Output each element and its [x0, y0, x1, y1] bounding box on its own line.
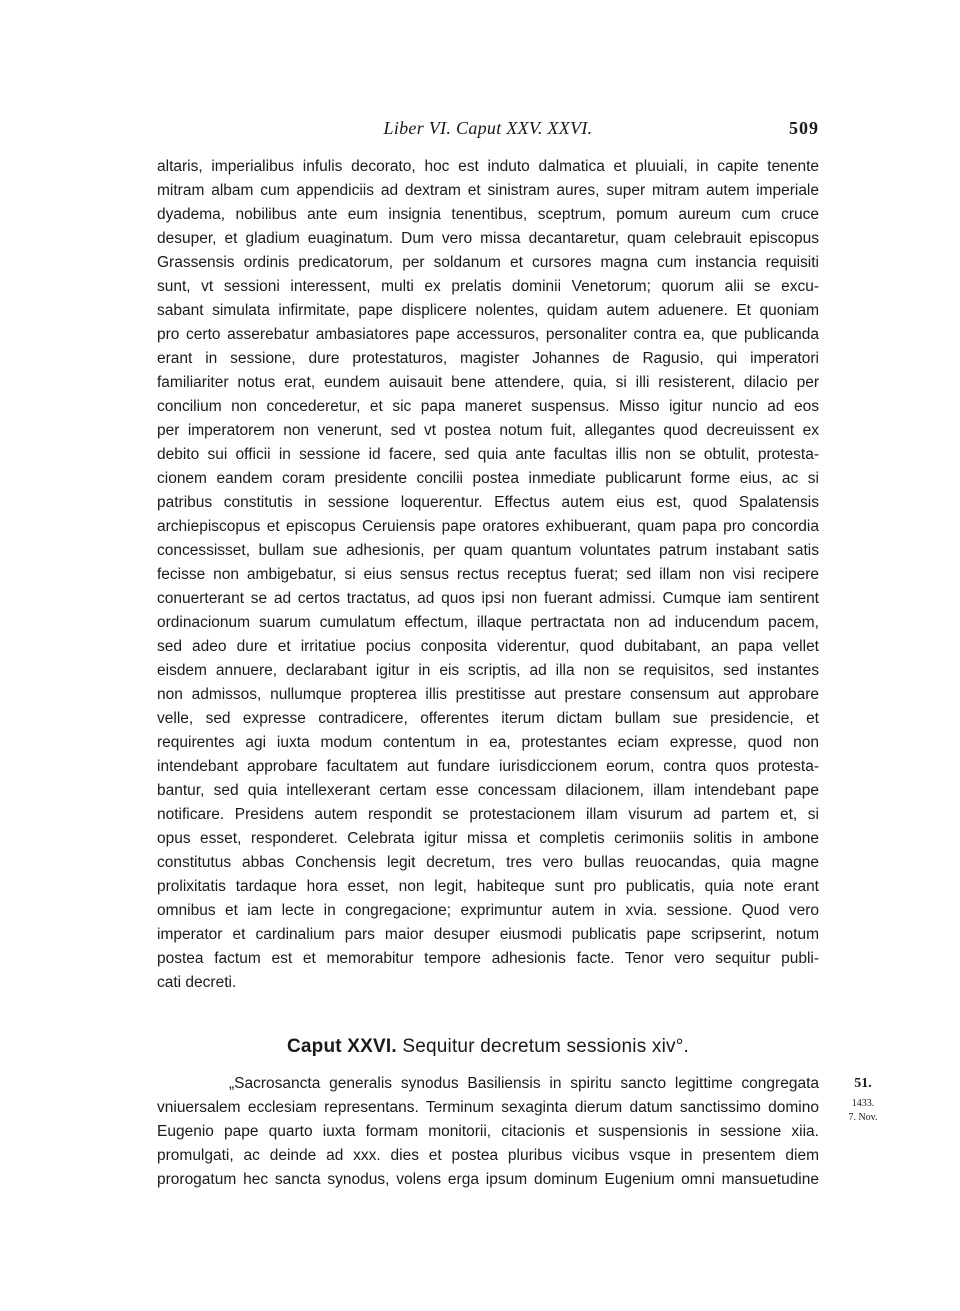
text-line: postea factum est et memorabitur tempore adhesionis facte. Tenor vero sequitur publi- [157, 950, 819, 967]
text-line: per imperatorem non venerunt, sed vt postea notum fuit, allegantes quod decreuissent ex [157, 422, 819, 439]
running-title: Liber VI. Caput XXV. XXVI. [383, 118, 593, 138]
text-line: constitutus abbas Conchensis legit decretum, tres vero bullas reuocandas, quia magne [157, 854, 819, 871]
text-line: velle, sed expresse contradicere, offerentes iterum dictam bullam sue presidencie, et [157, 710, 819, 727]
text-line: bantur, sed quia intellexerant certam esse concessam dilacionem, illam intendebant pape [157, 782, 819, 799]
text-line: omnibus et iam lecte in congregacione; exprimuntur autem in xvia. sessione. Quod vero [157, 902, 819, 919]
page-number: 509 [789, 118, 819, 138]
text-line: cati decreti. [157, 974, 237, 991]
margin-section-number: 51. [854, 1076, 872, 1091]
text-line: notificare. Presidens autem respondit se protestacionem illam visurum ad partem et, si [157, 806, 819, 823]
text-line: imperator et cardinalium pars maior desuper eiusmodi publicatis pape scripserint, notum [157, 926, 819, 943]
margin-year: 1433. [851, 1098, 875, 1109]
text-line: prolixitatis tardaque hora esset, non legit, habiteque sunt pro publicatis, quia note erant [157, 878, 819, 895]
text-line: erant in sessione, dure protestaturos, magister Johannes de Ragusio, qui imperatori [157, 350, 819, 367]
chapter-title: Sequitur decretum sessionis xiv°. [402, 1036, 690, 1057]
text-line: sabant simulata infirmitate, pape displicere nolentes, quidam autem aduenere. Et quoniam [157, 302, 819, 319]
decree-line: prorogatum hec sancta synodus, volens erga ipsum dominum Eugenium omni mansuetudine [157, 1171, 819, 1188]
text-line: fecisse non ambigebatur, si eius sensus rectus receptus fuerat; sed illam non visi recipere [157, 566, 819, 583]
decree-line: Eugenio pape quarto iuxta formam monitorii, citacionis et suspensionis in sessione xiia. [157, 1123, 819, 1140]
text-line: opus esset, responderet. Celebrata igitur missa et completis cerimoniis solitis in ambone [157, 830, 819, 847]
decree-text [157, 1072, 819, 1192]
text-line: requirentes agi iuxta modum contentum in ea, protestantes eciam expresse, quod non [157, 734, 819, 751]
text-line: eisdem annuere, declarabant igitur in eis scriptis, ad illa non se requisitos, sed instantes [157, 662, 819, 679]
decree-line: „Sacrosancta generalis synodus Basiliensis in spiritu sancto legittime congregata [229, 1075, 819, 1092]
margin-date: 7. Nov. [848, 1112, 878, 1123]
margin-notes [838, 1076, 888, 1126]
text-line: archiepiscopus et episcopus Ceruiensis pape oratores exhibuerant, quam papa pro concordia [157, 518, 819, 535]
text-line: desuper, et gladium euaginatum. Dum vero missa decantaretur, quam celebrauit episcopus [157, 230, 819, 247]
text-line: dyadema, nobilibus ante eum insignia tenentibus, sceptrum, pomum aureum cum cruce [157, 206, 819, 223]
decree-line: promulgati, ac deinde ad xxx. dies et postea pluribus vicibus vsque in presentem diem [157, 1147, 819, 1164]
text-line: cionem eandem coram presidente concilii postea inmediate publicarunt forme eius, ac si [157, 470, 819, 487]
chapter-heading [157, 1036, 819, 1058]
chapter-number: Caput XXVI. [286, 1036, 397, 1057]
text-line: ordinacionum suarum cumulatum effectum, illaque pertractata non ad inducendum pacem, [157, 614, 819, 631]
text-line: Grassensis ordinis predicatorum, per soldanum et cursores magna cum instancia requisiti [157, 254, 819, 271]
text-line: non admissos, nullumque propterea illis prestitisse aut prestare consensum aut approbare [157, 686, 819, 703]
text-line: familiariter notus erat, eundem auisauit bene attendere, quia, si illi resisterent, dilacio per [157, 374, 819, 391]
text-line: sunt, vt sessioni interessent, multi ex prelatis dominii Venetorum; quorum alii se excu- [157, 278, 819, 295]
text-line: sed adeo dure et irritatiue pocius conposita viderentur, quod dubitabant, an papa vellet [157, 638, 819, 655]
text-line: pro certo asserebatur ambasiatores pape accessuros, personaliter contra ea, que publicanda [157, 326, 819, 343]
text-line: concilium non concederetur, et sic papa maneret suspensus. Misso igitur nuncio ad eos [157, 398, 819, 415]
running-head [157, 118, 819, 142]
text-line: mitram albam cum appendiciis ad dextram et sinistram aures, super mitram autem imperiale [157, 182, 819, 199]
text-line: concessisset, bullam sue adhesionis, per quam quantum voluntates patrum instabant satis [157, 542, 819, 559]
text-line: conuerterant se ad certos tractatus, ad quos ipsi non fuerant admissi. Cumque iam sentirent [157, 590, 819, 607]
text-line: intendebant approbare facultatem aut fundare iurisdiccionem eorum, contra quos protesta- [157, 758, 819, 775]
decree-line: vniuersalem ecclesiam representans. Terminum sexaginta dierum datum sanctissimo domino [157, 1099, 819, 1116]
text-line: debito sui officii in sessione id facere, sed quia ante facultas illis non se obtulit, protesta- [157, 446, 819, 463]
text-line: patribus constitutis in sessione loquerentur. Effectus autem eius est, quod Spalatensis [157, 494, 819, 511]
text-line: altaris, imperialibus infulis decorato, hoc est induto dalmatica et pluuiali, in capite tenente [157, 158, 819, 175]
body-text [157, 155, 819, 995]
